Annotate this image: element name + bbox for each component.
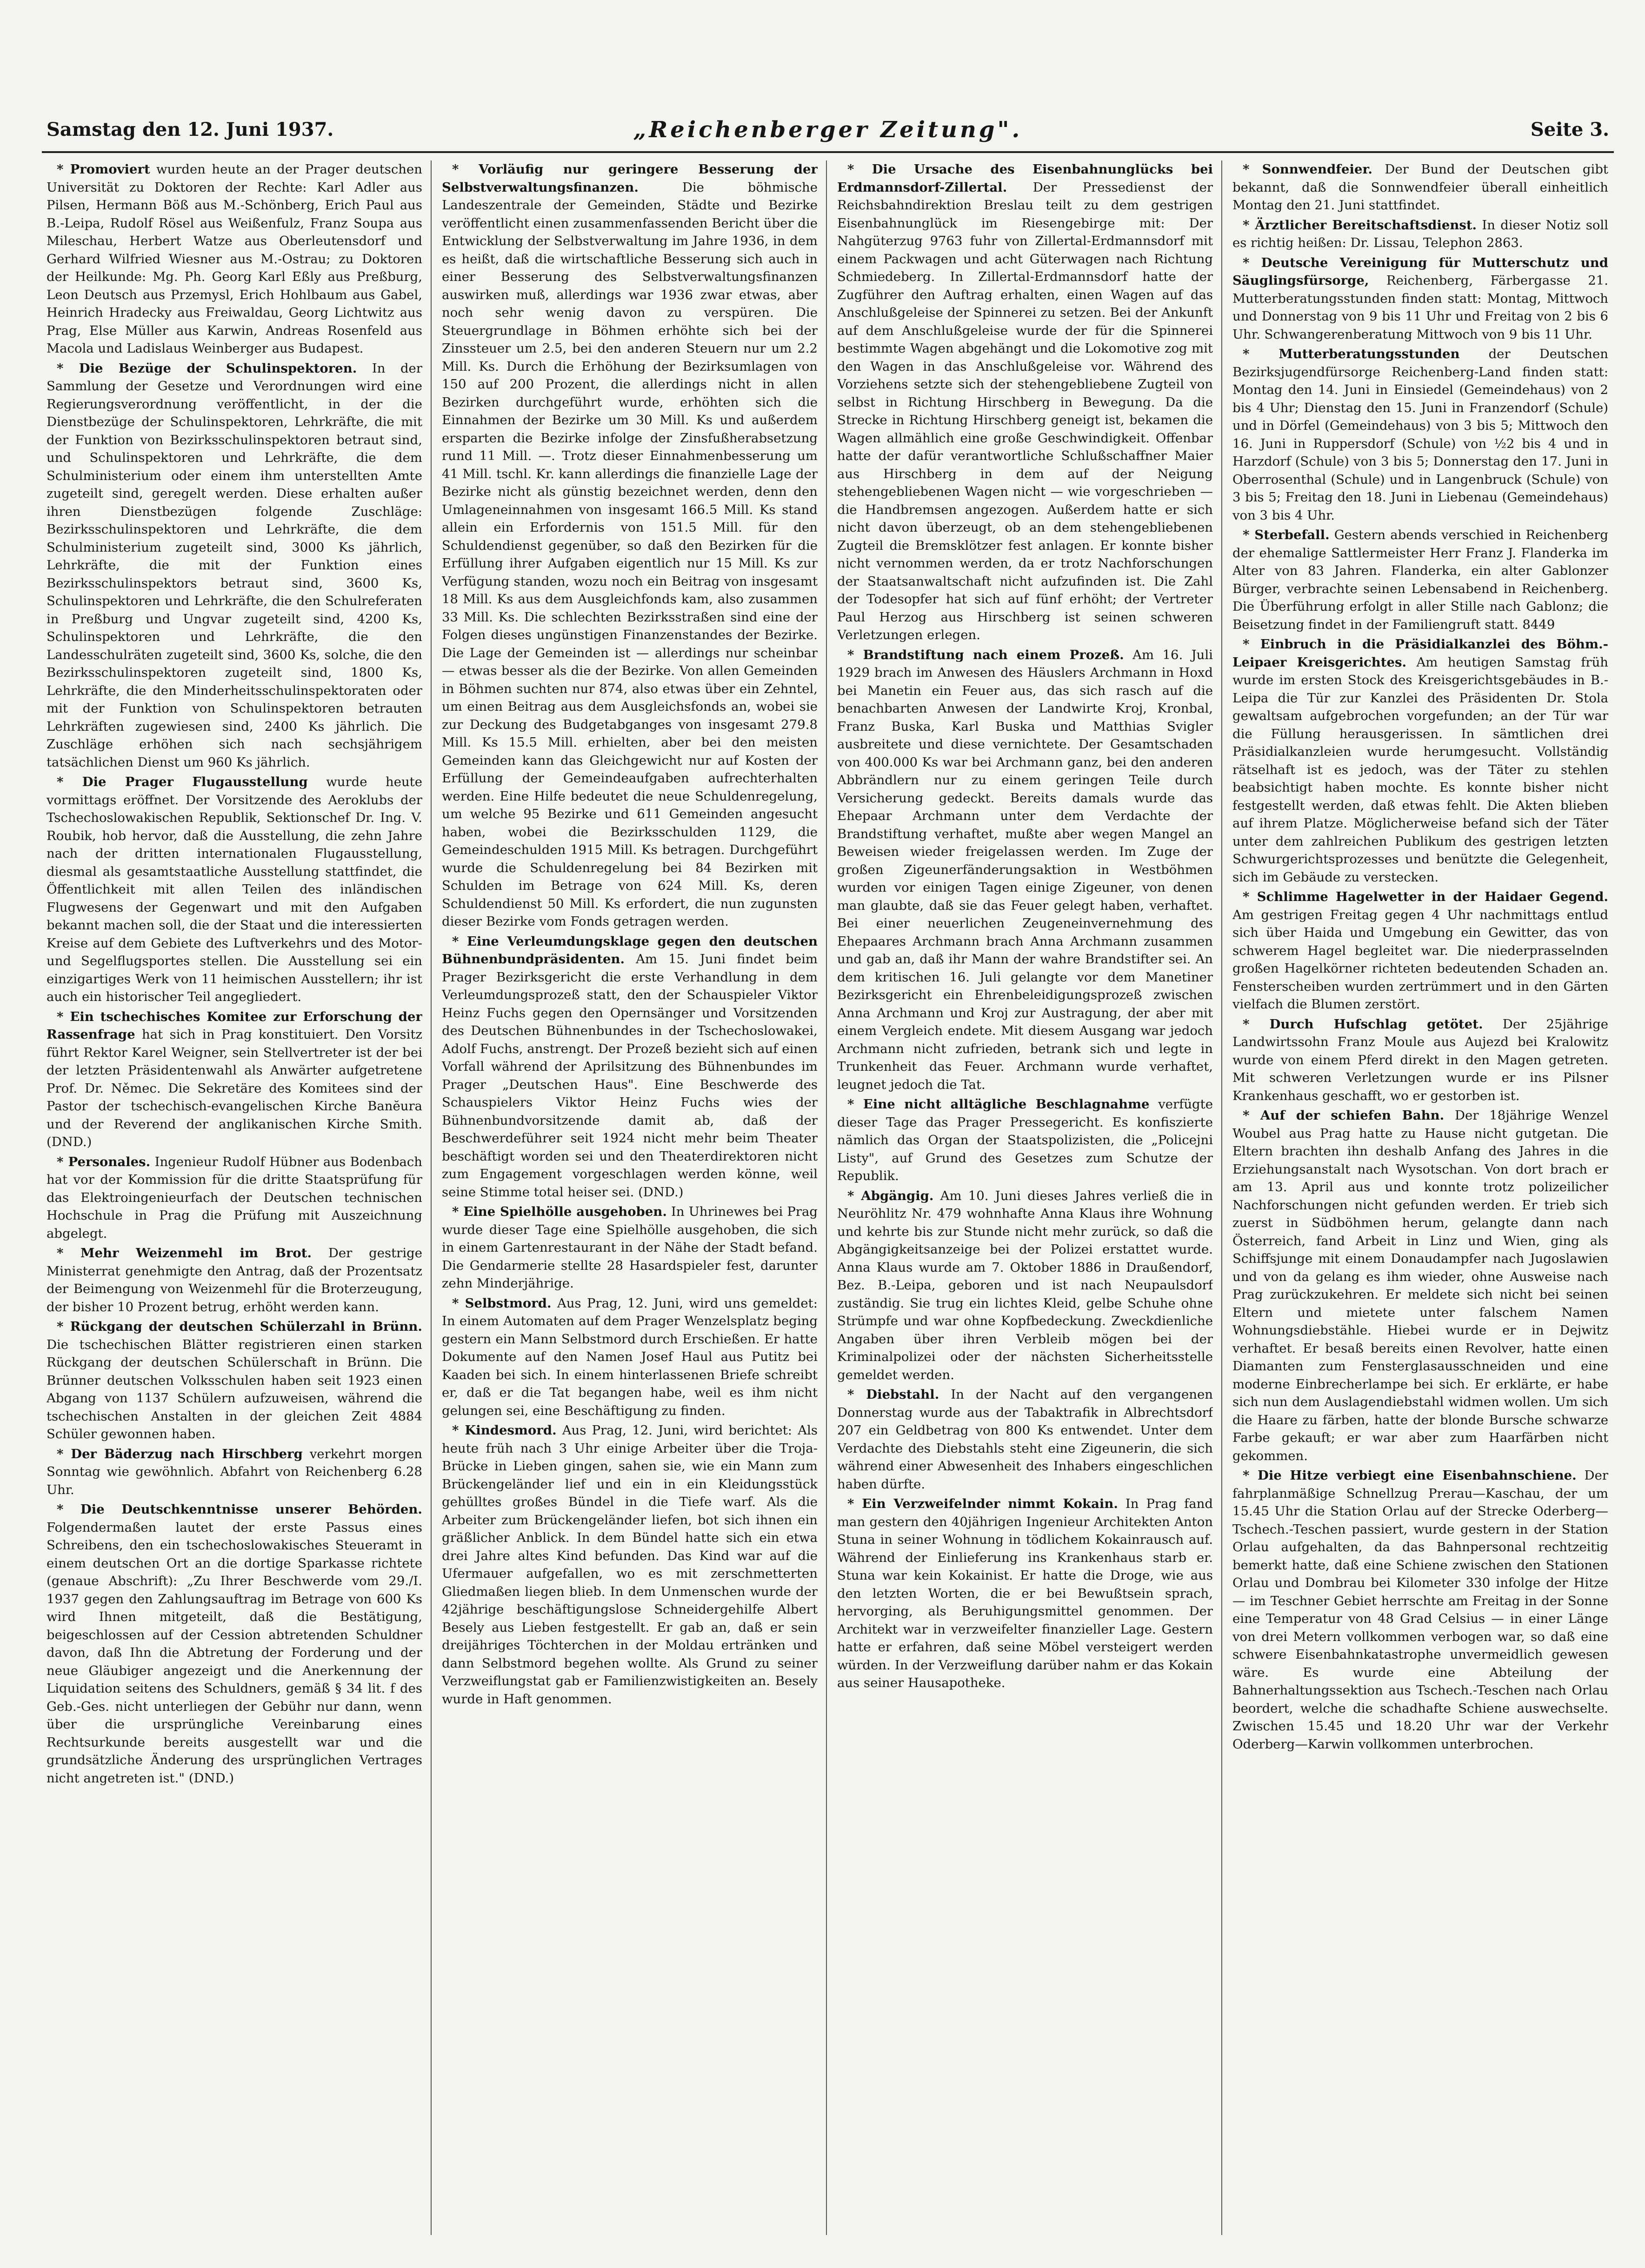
article-body: wurden heute an der Prager deutschen Universität zu Doktoren der Rechte: Karl Adler aus Pilsen, Hermann Böß aus M.-Schönberg, Erich Paul aus B.-Leipa, Rudolf Rösel aus Weißenfulz, Franz Soupa aus Mileschau, Herbert Watze aus Oberleutensdorf und Gerhard Wilfried Wiesner aus M.-Ostrau; zu Doktoren der Heilkunde: Mg. Ph. Georg Karl Eßly aus Preßburg, Leon Deutsch aus Przemysl, Erich Hohlbaum aus Gabel, Heinrich Hradecky aus Freiwaldau, Georg Lichtwitz aus Prag, Else Müller aus Karwin, Andreas Rosenfeld aus Macola und Ladislaus Weinberger aus Budapest. xyxy=(47,162,422,356)
column-divider xyxy=(1221,160,1222,2235)
article-body: der Deutschen Bezirksjugendfürsorge Reichenberg-Land finden statt: Montag den 14. Juni in Einsiedel (Gemeindehaus) von 2 bis 4 Uhr; Dienstag den 15. Juni in Franzendorf (Schule) und in Dörfel (Gemeindehaus) von 3 bis 5; Mittwoch den 16. Juni in Ruppersdorf (Schule) von ½2 bis 4 und in Harzdorf (Schule) von 3 bis 5; Donnerstag den 17. Juni in Oberrosenthal (Schule) und in Langenbruck (Schule) von 3 bis 5; Freitag den 18. Juni in Liebenau (Gemeindehaus) von 3 bis 4 Uhr. xyxy=(1232,347,1608,523)
article-headline: * Mutterberatungsstunden xyxy=(1243,347,1460,361)
article xyxy=(47,1318,422,1443)
article-body: In dieser Notiz soll es richtig heißen: Dr. Lissau, Telephon 2863. xyxy=(1232,217,1608,250)
article-body: Am 16. Juli 1929 brach im Anwesen des Häuslers Archmann in Hoxd bei Manetin ein Feuer aus, das sich rasch auf die benachbarten Anwesen der Landwirte Kroj, Kronbal, Franz Buska, Karl Buska und Matthias Svigler ausbreitete und diese vernichtete. Der Gesamtschaden von 400.000 Ks war bei Archmann ganz, bei den anderen Abbrändlern nur zu einem geringen Teile durch Versicherung gedeckt. Bereits damals wurde das Ehepaar Archmann unter dem Verdachte der Brandstiftung verhaftet, mußte aber wegen Mangel an Beweisen wieder freigelassen werden. Im Zuge der großen Zigeunerfänderungsaktion in Westböhmen wurden vor einigen Tagen einige Zigeuner, von denen man glaubte, daß sie das Feuer gelegt haben, verhaftet. Bei einer neuerlichen Zeugeneinvernehmung des Ehepaares Archmann brach Anna Archmann zusammen und gab an, daß ihr Mann der wahre Brandstifter sei. An dem kritischen 16. Juli gelangte vor dem Manetiner Bezirksgericht ein Ehrenbeleidigungsprozeß zwischen Anna Archmann und Kroj zur Austragung, der aber mit einem Vergleich endete. Mit diesem Ausgang war jedoch Archmann nicht zufrieden, betrank sich und legte in Trunkenheit das Feuer. Archmann wurde verhaftet, leugnet jedoch die Tat. xyxy=(837,647,1213,1092)
article xyxy=(47,1244,422,1316)
article-body: Reichenberg, Färbergasse 21. Mutterberatungsstunden finden statt: Montag, Mittwoch und Donnerstag von 9 bis 11 Uhr und Freitag von 2 bis 6 Uhr. Schwangerenberatung Mittwoch von 9 bis 11 Uhr. xyxy=(1232,273,1608,342)
article xyxy=(837,1495,1213,1692)
article xyxy=(1232,254,1608,344)
article-body: Am 15. Juni findet beim Prager Bezirksgericht die erste Verhandlung in dem Verleumdungsprozeß statt, den der Schauspieler Viktor Heinz Fuchs gegen den Opernsänger und Vorsitzenden des Deutschen Bühnenbundes in der Tschechoslowakei, Adolf Fuchs, anstrengt. Der Prozeß bezieht sich auf einen Vorfall während der Aprilsitzung des Bühnenbundes im Prager „Deutschen Haus". Eine Beschwerde des Schauspielers Viktor Heinz Fuchs wies der Bühnenbundvorsitzende damit ab, daß der Beschwerdeführer seit 1924 nicht mehr beim Theater beschäftigt worden sei und den Theaterdirektoren nicht zum Engagement vorgeschlagen werden könne, weil seine Stimme total heiser sei. (DND.) xyxy=(442,952,818,1200)
article-headline: * Selbstmord. xyxy=(452,1295,552,1311)
article-headline: * Die Hitze verbiegt eine Eisenbahnschiene. xyxy=(1243,1468,1577,1483)
article-body: Der gestrige Ministerrat genehmigte den Antrag, daß der Prozentsatz der Beimengung von Weizenmehl für die Broterzeugung, der bisher 10 Prozent betrug, erhöht werden kann. xyxy=(47,1246,422,1314)
article-body: In Uhrinewes bei Prag wurde dieser Tage eine Spielhölle ausgehoben, die sich in einem Gartenrestaurant in der Nähe der Stadt befand. Die Gendarmerie stellte 28 Hasardspieler fest, darunter zehn Minderjährige. xyxy=(442,1204,818,1291)
article-body: Der Bund der Deutschen gibt bekannt, daß die Sonnwendfeier überall einheitlich Montag den 21. Juni stattfindet. xyxy=(1232,162,1608,213)
article-body: Folgendermaßen lautet der erste Passus eines Schreibens, den ein tschechoslowakisches Steueramt in einem deutschen Ort an die dortige Sparkasse richtete (genaue Abschrift): „Zu Ihrer Beschwerde vom 29./I. 1937 gegen den Zahlungsauftrag im Betrage von 600 Ks wird Ihnen mitgeteilt, daß die Bestätigung, beigeschlossen auf der Cession abtretenden Schuldner davon, daß Ihn die Abtretung der Forderung und der neue Gläubiger angezeigt und die Anerkennung der Liquidation seitens des Schuldners, gemäß § 34 lit. f des Geb.-Ges. nicht unterliegen der Gebühr nur dann, wenn über die ursprüngliche Vereinbarung eines Rechtsurkunde bereits ausgestellt war und die grundsätzliche Änderung des ursprünglichen Vertrages nicht angetreten ist." (DND.) xyxy=(47,1520,422,1786)
article xyxy=(1232,160,1608,214)
article-body: Der 25jährige Landwirtssohn Franz Moule aus Aujezd bei Kralowitz wurde von einem Pferd direkt in den Magen getreten. Mit schweren Verletzungen wurde er ins Pilsner Krankenhaus geschafft, wo er gestorben ist. xyxy=(1232,1016,1608,1103)
article-headline: * Die Prager Flugausstellung xyxy=(57,774,308,789)
article-headline: * Die Ursache des Eisenbahnunglücks bei Erdmannsdorf-Zillertal. xyxy=(837,162,1213,195)
article xyxy=(837,1386,1213,1493)
newspaper-title: „Reichenberger Zeitung". xyxy=(633,117,1023,143)
article xyxy=(442,1294,818,1420)
article-headline: * Ein Verzweifelnder nimmt Kokain. xyxy=(847,1496,1118,1511)
article-headline: * Personales. xyxy=(57,1154,151,1169)
article-headline: * Auf der schiefen Bahn. xyxy=(1243,1108,1445,1123)
column-2 xyxy=(442,160,818,2230)
article-body: In Prag fand man gestern den 40jährigen Ingenieur Architekten Anton Stuna in seiner Wohnung in tödlichem Kokainrausch auf. Während der Einlieferung ins Krankenhaus starb er. Stuna war kein Kokainist. Er hatte die Droge, wie aus den letzten Worten, die er bei Bewußtsein sprach, hervorging, als Beruhigungsmittel genommen. Der Architekt war in verzweifelter finanzieller Lage. Gestern hatte er erfahren, daß seine Möbel versteigert werden würden. In der Verzweiflung darüber nahm er das Kokain aus seiner Hausapotheke. xyxy=(837,1496,1213,1690)
article-headline: * Rückgang der deutschen Schülerzahl in Brünn. xyxy=(57,1319,422,1334)
article xyxy=(47,1445,422,1499)
page-header xyxy=(47,119,1609,147)
article-headline: * Der Bäderzug nach Hirschberg xyxy=(57,1446,303,1461)
article-body: Am gestrigen Freitag gegen 4 Uhr nachmittags entlud sich über Haida und Umgebung ein Gewitter, das von schwerem Hagel begleitet war. Die niederprasselnden großen Hagelkörner richteten bedeutenden Schaden an. Fensterscheiben wurden zertrümmert und in den Gärten vielfach die Blumen zerstört. xyxy=(1232,907,1608,1012)
article xyxy=(837,160,1213,644)
article-headline: * Kindesmord. xyxy=(452,1423,557,1438)
article-body: Der fahrplanmäßige Schnellzug Prerau—Kaschau, der um 15.45 Uhr die Station Orlau auf der Strecke Oderberg—Tschech.-Teschen passiert, wurde gestern in der Station Orlau aufgehalten, da das Bahnpersonal rechtzeitig bemerkt hatte, daß eine Schiene zwischen den Stationen Orlau und Dombrau bei Kilometer 330 infolge der Hitze — im Teschner Gebiet herrschte am Freitag in der Sonne eine Temperatur von 48 Grad Celsius — in einer Länge von drei Metern vollkommen verbogen war, so daß eine schwere Eisenbahnkatastrophe unvermeidlich gewesen wäre. Es wurde eine Abteilung der Bahnerhaltungssektion aus Tschech.-Teschen nach Orlau beordert, welche die schadhafte Schiene auswechselte. Zwischen 15.45 und 18.20 Uhr war der Verkehr Oderberg—Karwin vollkommen unterbrochen. xyxy=(1232,1468,1608,1752)
article-body: Ingenieur Rudolf Hübner aus Bodenbach hat vor der Kommission für die dritte Staatsprüfung für das Elektroingenieurfach der Deutschen technischen Hochschule in Prag die Prüfung mit Auszeichnung abgelegt. xyxy=(47,1154,422,1241)
article-body: Aus Prag, 12. Juni, wird berichtet: Als heute früh nach 3 Uhr einige Arbeiter über die Troja-Brücke in Lieben gingen, sahen sie, wie ein Mann zum Brückengeländer lief und ein in ein Kleidungsstück gehülltes großes Bündel in die Tiefe warf. Als die Arbeiter zum Brückengeländer liefen, bot sich ihnen ein gräßlicher Anblick. In dem Bündel hatte sich ein etwa drei Jahre altes Kind befunden. Das Kind war auf die Ufermauer aufgefallen, wo es mit zerschmetterten Gliedmaßen liegen blieb. In dem Unmenschen wurde der 42jährige beschäftigungslose Schneidergehilfe Albert Besely aus Lieben festgestellt. Er gab an, daß er sein dreijähriges Töchterchen in der Moldau ertränken und dann Selbstmord begehen wollte. Als Grund zu seiner Verzweiflungstat gab er Familienzwistigkeiten an. Besely wurde in Haft genommen. xyxy=(442,1423,818,1707)
article xyxy=(837,1187,1213,1384)
article-body: Aus Prag, 12. Juni, wird uns gemeldet: In einem Automaten auf dem Prager Wenzelsplatz beging gestern ein Mann Selbstmord durch Erschießen. Er hatte Dokumente auf den Namen Josef Haul aus Putitz bei Kaaden bei sich. In einem hinterlassenen Briefe schreibt er, daß er die Tat begangen habe, weil es ihm nicht gelungen sei, eine Beschäftigung zu finden. xyxy=(442,1295,818,1418)
article-headline: * Abgängig. xyxy=(847,1188,934,1203)
article-body: Die tschechischen Blätter registrieren einen starken Rückgang der deutschen Schülerschaft in Brünn. Die Brünner deutschen Volksschulen haben seit 1923 einen Abgang von 1137 Schülern aufzuweisen, während die tschechischen Anstalten in der gleichen Zeit 4884 Schüler gewonnen haben. xyxy=(47,1337,422,1441)
article-headline: * Eine nicht alltägliche Beschlagnahme xyxy=(847,1097,1150,1112)
article-headline: * Brandstiftung nach einem Prozeß. xyxy=(847,647,1124,662)
article-headline: * Vorläufig nur geringere Besserung der Selbstverwaltungsfinanzen. xyxy=(442,162,818,195)
article-body: Gestern abends verschied in Reichenberg der ehemalige Sattlermeister Herr Franz J. Flanderka im Alter von 83 Jahren. Flanderka, ein alter Gablonzer Bürger, verbrachte seinen Lebensabend in Reichenberg. Die Überführung erfolgt in aller Stille nach Gablonz; die Beisetzung findet in der Familiengruft statt. 8449 xyxy=(1232,527,1608,632)
article-headline: * Sterbefall. xyxy=(1243,527,1330,542)
article xyxy=(47,360,422,772)
header-rule xyxy=(42,151,1614,153)
article-headline: * Promoviert xyxy=(57,162,150,177)
article-headline: * Die Deutschkenntnisse unserer Behörden. xyxy=(57,1502,422,1517)
article xyxy=(1232,345,1608,524)
article-body: verkehrt morgen Sonntag wie gewöhnlich. Abfahrt von Reichenberg 6.28 Uhr. xyxy=(47,1446,422,1497)
article xyxy=(1232,635,1608,886)
article-headline: * Diebstahl. xyxy=(847,1387,939,1402)
article xyxy=(47,1501,422,1787)
column-1 xyxy=(47,160,422,2230)
article-body: Am 10. Juni dieses Jahres verließ die in Neuröhlitz Nr. 479 wohnhafte Anna Klaus ihre Wohnung und kehrte bis zur Stunde nicht mehr zurück, so daß die Abgängigkeitsanzeige bei der Polizei erstattet wurde. Anna Klaus wurde am 7. Oktober 1886 in Draußendorf, Bez. B.-Leipa, geboren und ist nach Neupaulsdorf zuständig. Sie trug ein lichtes Kleid, gelbe Schuhe ohne Strümpfe und war ohne Kopfbedeckung. Zweckdienliche Angaben über ihren Verbleib mögen bei der Kriminalpolizei oder der nächsten Sicherheitsstelle gemeldet werden. xyxy=(837,1188,1213,1382)
article-headline: * Deutsche Vereinigung für Mutterschutz und Säuglingsfürsorge, xyxy=(1232,255,1608,288)
article xyxy=(47,160,422,358)
issue-date: Samstag den 12. Juni 1937. xyxy=(47,119,334,140)
article-body: Am heutigen Samstag früh wurde im ersten Stock des Kreisgerichtsgebäudes in B.-Leipa die Tür zur Kanzlei des Präsidenten Dr. Stola gewaltsam aufgebrochen vorgefunden; an der Tür war die Füllung herausgerissen. In sämtlichen drei Präsidialkanzleien wurde herumgesucht. Vollständig rätselhaft ist es jedoch, was der Täter zu stehlen beabsichtigt haben mochte. Es konnte bisher nicht festgestellt werden, daß etwas fehlt. Die Akten blieben auf ihrem Platze. Möglicherweise befand sich der Täter unter dem zahlreichen Publikum des gestrigen letzten Schwurgerichtsprozesses und benützte die Gelegenheit, sich im Gebäude zu verstecken. xyxy=(1232,654,1608,885)
article xyxy=(1232,1107,1608,1465)
article xyxy=(1232,216,1608,252)
article-headline: * Einbruch in die Präsidialkanzlei des Böhm.-Leipaer Kreisgerichtes. xyxy=(1232,637,1608,670)
article-body: wurde heute vormittags eröffnet. Der Vorsitzende des Aeroklubs der Tschechoslowakischen Republik, Sektionschef Dr. Ing. V. Roubik, hob hervor, daß die Ausstellung, die zehn Jahre nach der dritten internationalen Flugausstellung, diesmal als gesamtstaatliche Ausstellung stattfindet, die Öffentlichkeit mit allen Teilen des inländischen Flugwesens der Gegenwart und mit den Aufgaben bekannt machen soll, die der Staat und die interessierten Kreise auf dem Gebiete des Luftverkehrs und des Motor- und Segelflugsportes stellen. Die Ausstellung sei ein einzigartiges Werk von 11 heimischen Ausstellern; ihr ist auch ein historischer Teil angegliedert. xyxy=(47,774,422,1004)
article xyxy=(1232,888,1608,1014)
column-4 xyxy=(1232,160,1608,2230)
article-headline: * Ein tschechisches Komitee zur Erforschung der Rassenfrage xyxy=(47,1009,422,1042)
article-headline: * Schlimme Hagelwetter in der Haidaer Gegend. xyxy=(1243,889,1608,904)
article xyxy=(442,1203,818,1293)
article-headline: * Mehr Weizenmehl im Brot. xyxy=(57,1246,312,1261)
column-divider xyxy=(826,160,827,2235)
article xyxy=(1232,1467,1608,1753)
article-body: Der 18jährige Wenzel Woubel aus Prag hatte zu Hause nicht gutgetan. Die Eltern brachten ihn deshalb Anfang des Jahres in die Erziehungsanstalt nach Wysotschan. Von dort brach er am 13. April aus und konnte trotz polizeilicher Nachforschungen nicht gefunden werden. Er trieb sich zuerst in Südböhmen herum, gelangte dann nach Österreich, fand Arbeit in Linz und Wien, ging als Schiffsjunge mit einem Donaudampfer nach Jugoslawien und von da gelang es ihm wieder, ohne Ausweise nach Prag zurückzukehren. Er meldete sich nicht bei seinen Eltern und mietete unter falschem Namen Wohnungsdiebstähle. Hiebei wurde er in Dejwitz verhaftet. Er besaß bereits einen Revolver, hatte einen Diamanten zum Fensterglasausschneiden und eine moderne Einbrecherlampe bei sich. Er erklärte, er habe sich nun dem Auslagendiebstahl widmen wollen. Um sich die Haare zu färben, hatte der blonde Bursche schwarze Farbe gekauft; er war aber zum Haarfärben nicht gekommen. xyxy=(1232,1108,1608,1463)
article-body: Der Pressedienst der Reichsbahndirektion Breslau teilt zu dem gestrigen Eisenbahnunglück im Riesengebirge mit: Der Nahgüterzug 9763 fuhr von Zillertal-Erdmannsdorf mit einem Packwagen und acht Güterwagen nach Richtung Schmiedeberg. In Zillertal-Erdmannsdorf hatte der Zugführer den Auftrag erhalten, einen Wagen auf das Anschlußgeleise der Spinnerei zu setzen. Bei der Ankunft auf dem Anschlußgeleise wurde der für die Spinnerei bestimmte Wagen abgehängt und die Lokomotive zog mit den Wagen in das Anschlußgeleise vor. Während des Vorziehens setzte sich der stehengebliebene Zugteil von selbst in Richtung Hirschberg in Bewegung. Da die Strecke in Richtung Hirschberg geneigt ist, bekamen die Wagen allmählich eine große Geschwindigkeit. Offenbar hatte der dafür verantwortliche Schlußschaffner Maier aus Hirschberg in dem auf der Neigung stehengebliebenen Wagen nicht — wie vorgeschrieben — die Handbremsen angezogen. Außerdem hatte er sich nicht davon überzeugt, ob an dem stehengebliebenen Zugteil die Bremsklötzer fest anlagen. Er konnte bisher nicht vernommen werden, da er trotz Nachforschungen der Staatsanwaltschaft nicht aufzufinden ist. Die Zahl der Todesopfer hat sich auf fünf erhöht; der Vertreter Paul Herzog aus Hirschberg ist seinen schweren Verletzungen erlegen. xyxy=(837,180,1213,642)
article-body: In der Sammlung der Gesetze und Verordnungen wird eine Regierungsverordnung veröffentlicht, in der die Dienstbezüge der Schulinspektoren, Lehrkräfte, die mit der Funktion von Bezirksschulinspektoren betraut sind, und Schulinspektoren und Lehrkräfte, die dem Schulministerium oder einem ihm unterstellten Amte zugeteilt sind, geregelt werden. Diese erhalten außer ihren Dienstbezügen folgende Zuschläge: Bezirksschulinspektoren und Lehrkräfte, die dem Schulministerium zugeteilt sind, 3000 Ks jährlich, Lehrkräfte, die mit der Funktion eines Bezirksschulinspektors betraut sind, 3600 Ks, Schulinspektoren und Lehrkräfte, die den Schulreferaten in Preßburg und Ungvar zugeteilt sind, 4200 Ks, Schulinspektoren und Lehrkräfte, die den Landesschulräten zugeteilt sind, 3600 Ks, solche, die den Bezirksschulinspektoren zugeteilt sind, 1800 Ks, Lehrkräfte, die den Minderheitsschulinspektoraten oder mit der Funktion von Schulinspektoren betrauten Lehrkräften zugewiesen sind, 2400 Ks jährlich. Die Zuschläge erhöhen sich nach sechsjährigem tatsächlichen Dienst um 960 Ks jährlich. xyxy=(47,360,422,770)
article-headline: * Eine Spielhölle ausgehoben. xyxy=(452,1204,667,1219)
article xyxy=(442,160,818,931)
article-body: In der Nacht auf den vergangenen Donnerstag wurde aus der Tabaktrafik in Albrechtsdorf 207 ein Geldbetrag von 800 Ks entwendet. Unter dem Verdachte des Diebstahls steht eine Zigeunerin, die sich während einer Abwesenheit des Inhabers eingeschlichen haben dürfte. xyxy=(837,1387,1213,1492)
page-number: Seite 3. xyxy=(1530,119,1609,140)
article-headline: * Die Bezüge der Schulinspektoren. xyxy=(57,360,357,376)
article-body: verfügte dieser Tage das Prager Pressegericht. Es konfiszierte nämlich das Organ der Staatspolizisten, die „Policejni Listy", auf Grund des Gesetzes zum Schutze der Republik. xyxy=(837,1097,1213,1183)
article xyxy=(47,1008,422,1151)
article-headline: * Sonnwendfeier. xyxy=(1243,162,1372,177)
article xyxy=(1232,526,1608,634)
article xyxy=(837,646,1213,1094)
article-headline: * Durch Hufschlag getötet. xyxy=(1243,1016,1483,1032)
article xyxy=(442,933,818,1201)
article-body: Die böhmische Landeszentrale der Gemeinden, Städte und Bezirke veröffentlicht einen zusammenfassenden Bericht über die Entwicklung der Selbstverwaltung im Jahre 1936, in dem es heißt, daß die wirtschaftliche Besserung sich auch in einer Besserung des Selbstverwaltungsfinanzen auswirken muß, allerdings war 1936 zwar etwas, aber noch sehr wenig davon zu verspüren. Die Steuergrundlage in Böhmen erhöhte sich bei der Zinssteuer um 2.5, bei den anderen Steuern nur um 2.2 Mill. Ks. Durch die Erhöhung der Bezirksumlagen von 150 auf 200 Prozent, die allerdings nicht in allen Bezirken durchgeführt wurde, erhöhten sich die Einnahmen der Bezirke um 30 Mill. Ks und außerdem ersparten die Bezirke infolge der Zinsfußherabsetzung rund 11 Mill. —. Trotz dieser Einnahmenbesserung um 41 Mill. tschl. Kr. kann allerdings die finanzielle Lage der Bezirke nicht als günstig bezeichnet werden, denn den Umlageneinnahmen von insgesamt 166.5 Mill. Ks stand allein ein Erfordernis von 151.5 Mill. für den Schuldendienst gegenüber, so daß den Bezirken für die Erfüllung ihrer Aufgaben eigentlich nur 15 Mill. Ks zur Verfügung standen, wozu noch ein Beitrag von insgesamt 18 Mill. Ks aus dem Ausgleichfonds kam, also zusammen 33 Mill. Ks. Die schlechten Bezirksstraßen sind eine der Folgen dieses ungünstigen Finanzenstandes der Bezirke. Die Lage der Gemeinden ist — allerdings nur scheinbar — etwas besser als die der Bezirke. Von allen Gemeinden in Böhmen suchten nur 874, also etwas über ein Zehntel, um einen Beitrag aus dem Ausgleichsfonds an, wobei sie zur Deckung des Budgetabganges von insgesamt 279.8 Mill. Ks 15.5 Mill. erhielten, aber bei den meisten Gemeinden kann das Gleichgewicht nur auf Kosten der Erfüllung der Gemeindeaufgaben aufrechterhalten werden. Eine Hilfe bedeutet die neue Schuldenregelung, um welche 95 Bezirke und 611 Gemeinden angesucht haben, wobei die Bezirksschulden 1129, die Gemeindeschulden 1915 Mill. Ks betragen. Durchgeführt wurde die Schuldenregelung bei 84 Bezirken mit Schulden im Betrage von 624 Mill. Ks, deren Schuldendienst 50 Mill. Ks erfordert, die nun zugunsten dieser Bezirke vom Fonds getragen werden. xyxy=(442,180,818,929)
article-headline: * Eine Verleumdungsklage gegen den deutschen Bühnenbundpräsidenten. xyxy=(442,934,818,967)
column-divider xyxy=(431,160,432,2235)
article xyxy=(1232,1015,1608,1105)
article xyxy=(837,1095,1213,1185)
article xyxy=(47,773,422,1006)
column-3 xyxy=(837,160,1213,2230)
article-body: hat sich in Prag konstituiert. Den Vorsitz führt Rektor Karel Weigner, sein Stellvertreter ist der bei der letzten Präsidentenwahl als Anwärter aufgetretene Prof. Dr. Němec. Die Sekretäre des Komitees sind der Pastor der tschechisch-evangelischen Kirche Banĕura und der Reverend der anglikanischen Kirche Smith. (DND.) xyxy=(47,1027,422,1149)
article xyxy=(442,1421,818,1708)
article-headline: * Ärztlicher Bereitschaftsdienst. xyxy=(1243,217,1477,233)
article xyxy=(47,1153,422,1243)
